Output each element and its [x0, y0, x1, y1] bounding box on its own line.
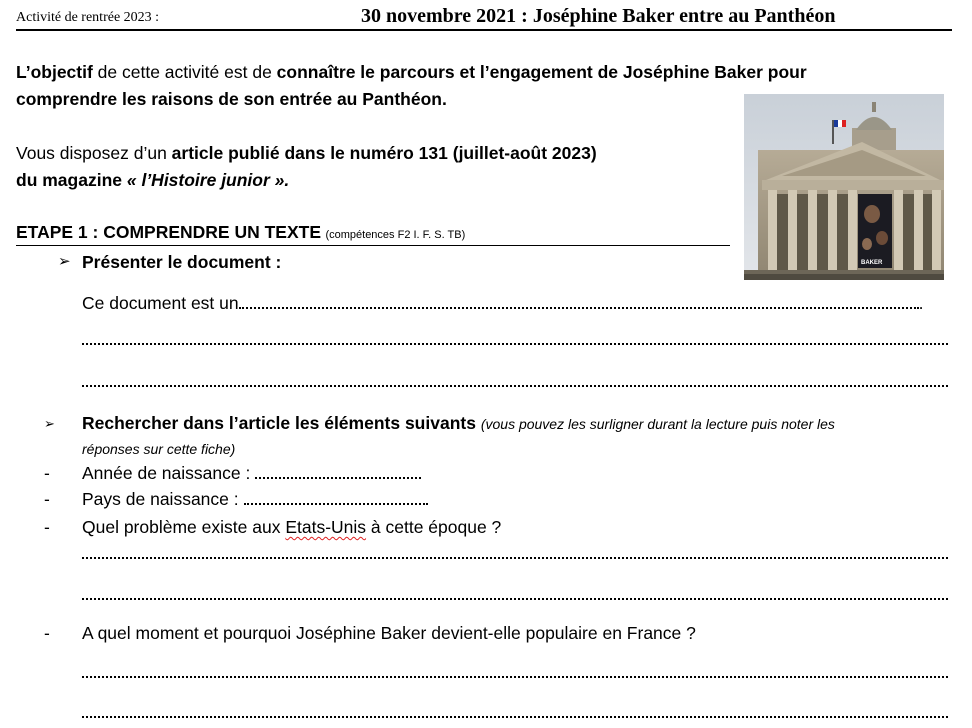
answer-line[interactable] — [244, 503, 428, 505]
header-left-label: Activité de rentrée 2023 : — [16, 10, 160, 25]
source-text: Vous disposez d’un — [16, 143, 172, 163]
answer-line[interactable] — [82, 598, 948, 600]
source-article: article publié dans le numéro 131 (juillet-août 2023) — [171, 143, 597, 163]
arrow-bullet: ➢ — [58, 253, 71, 270]
step1-heading — [16, 222, 465, 243]
question-birth-country — [82, 488, 428, 510]
present-prompt-row — [82, 292, 924, 314]
intro-objective-label: L’objectif — [16, 62, 93, 82]
question-label: Pays de naissance : — [82, 489, 239, 509]
list-dash: - — [44, 489, 50, 509]
question-label: Année de naissance : — [82, 463, 251, 483]
answer-line[interactable] — [82, 557, 948, 559]
list-dash: - — [44, 623, 50, 643]
search-bold: Rechercher dans l’article les éléments suivants — [82, 413, 476, 433]
question-label-end: à cette époque ? — [366, 517, 502, 537]
source-magazine-name: « l’Histoire junior ». — [126, 170, 290, 190]
answer-line[interactable] — [82, 676, 948, 678]
header-rule — [16, 29, 952, 31]
search-note: (vous pouvez les surligner durant la lecture puis noter les — [480, 416, 835, 432]
arrow-bullet: ➢ — [44, 416, 55, 431]
answer-line[interactable] — [82, 385, 948, 387]
step1-rule — [16, 245, 730, 246]
source-magazine-label: du magazine — [16, 170, 127, 190]
step1-competences: (compétences F2 I. F. S. TB) — [325, 229, 466, 241]
list-dash: - — [44, 463, 50, 483]
period: . — [918, 293, 924, 313]
answer-line[interactable] — [82, 716, 948, 718]
present-label: Présenter le document : — [82, 252, 282, 272]
present-prompt: Ce document est un — [82, 293, 239, 313]
intro-text: de cette activité est de — [92, 62, 277, 82]
search-note-continued: réponses sur cette fiche) — [82, 441, 236, 457]
list-dash: - — [44, 517, 50, 537]
step1-title: ETAPE 1 : COMPRENDRE UN TEXTE — [16, 222, 321, 242]
intro-goal-continued: comprendre les raisons de son entrée au Panthéon. — [16, 89, 447, 109]
answer-line[interactable] — [255, 477, 421, 479]
question-birth-year — [82, 462, 421, 484]
search-instruction — [82, 412, 835, 435]
question-usa-problem — [82, 516, 501, 538]
spellcheck-word: Etats-Unis — [285, 517, 367, 537]
question-label: Quel problème existe aux — [82, 517, 286, 537]
source-paragraph — [16, 140, 916, 194]
banner-text: BAKER — [861, 260, 883, 266]
question-popularity: A quel moment et pourquoi Joséphine Baker devient-elle populaire en France ? — [82, 623, 696, 643]
page-title: 30 novembre 2021 : Joséphine Baker entre au Panthéon — [361, 5, 836, 27]
intro-goal: connaître le parcours et l’engagement de Joséphine Baker pour — [276, 62, 807, 82]
answer-line[interactable] — [82, 343, 948, 345]
answer-line[interactable] — [239, 307, 919, 309]
